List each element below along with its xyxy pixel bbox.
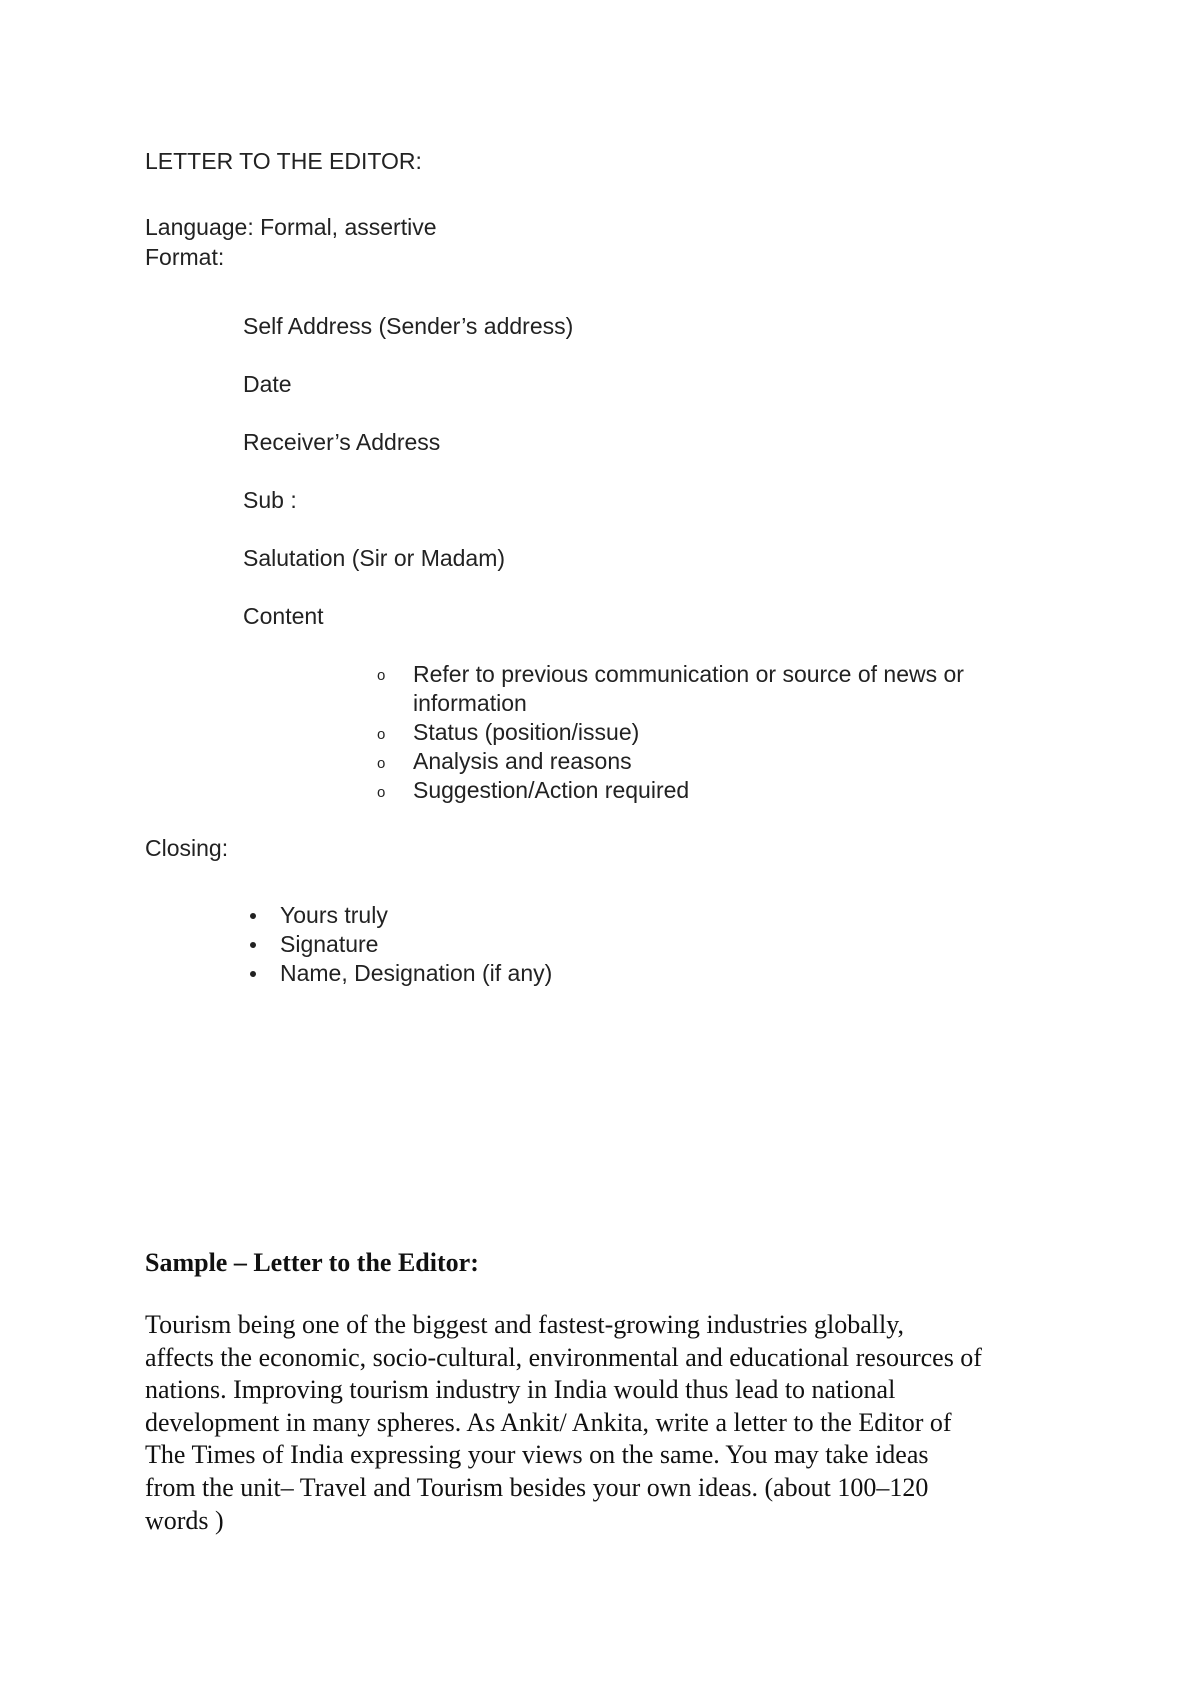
sample-title: Sample – Letter to the Editor:: [145, 1248, 479, 1277]
content-bullet-marker: o: [377, 667, 386, 684]
content-point-status: Status (position/issue): [413, 719, 640, 745]
format-item-content: Content: [243, 603, 324, 629]
sample-line: Tourism being one of the biggest and fastest-growing industries globally,: [145, 1310, 905, 1339]
sample-line: words ): [145, 1505, 224, 1535]
content-bullet-marker: o: [377, 726, 386, 743]
format-label: Format:: [145, 244, 225, 270]
content-bullet-marker: o: [377, 784, 386, 801]
sample-line: development in many spheres. As Ankit/ Ankita, write a letter to the Editor of: [145, 1407, 952, 1437]
language-line: Language: Formal, assertive: [145, 214, 437, 240]
content-point-refer: Refer to previous communication or source of news or: [413, 661, 964, 687]
sample-line: affects the economic, socio-cultural, environmental and educational resources of: [145, 1342, 982, 1372]
content-bullet-marker: o: [377, 755, 386, 772]
content-point-suggestion: Suggestion/Action required: [413, 777, 690, 803]
closing-bullet: [250, 942, 256, 948]
content-point-analysis: Analysis and reasons: [413, 748, 632, 774]
closing-item-signature: Signature: [280, 931, 379, 957]
closing-item-yours-truly: Yours truly: [280, 902, 388, 928]
sample-line: nations. Improving tourism industry in India would thus lead to national: [145, 1375, 896, 1405]
format-item-subject: Sub :: [243, 487, 297, 513]
closing-item-name-designation: Name, Designation (if any): [280, 960, 553, 986]
format-item-receiver-address: Receiver’s Address: [243, 429, 441, 455]
closing-bullet: [250, 971, 256, 977]
closing-bullet: [250, 913, 256, 919]
format-item-date: Date: [243, 371, 292, 397]
sample-line: The Times of India expressing your views on the same. You may take ideas: [145, 1440, 929, 1470]
content-point-refer-continued: information: [413, 690, 527, 716]
sample-line: from the unit– Travel and Tourism besides your own ideas. (about 100–120: [145, 1472, 929, 1502]
format-item-self-address: Self Address (Sender’s address): [243, 313, 574, 339]
format-item-salutation: Salutation (Sir or Madam): [243, 545, 506, 571]
letter-heading: LETTER TO THE EDITOR:: [145, 148, 422, 174]
sample-prompt: [145, 1309, 1075, 1537]
closing-label: Closing:: [145, 835, 229, 861]
